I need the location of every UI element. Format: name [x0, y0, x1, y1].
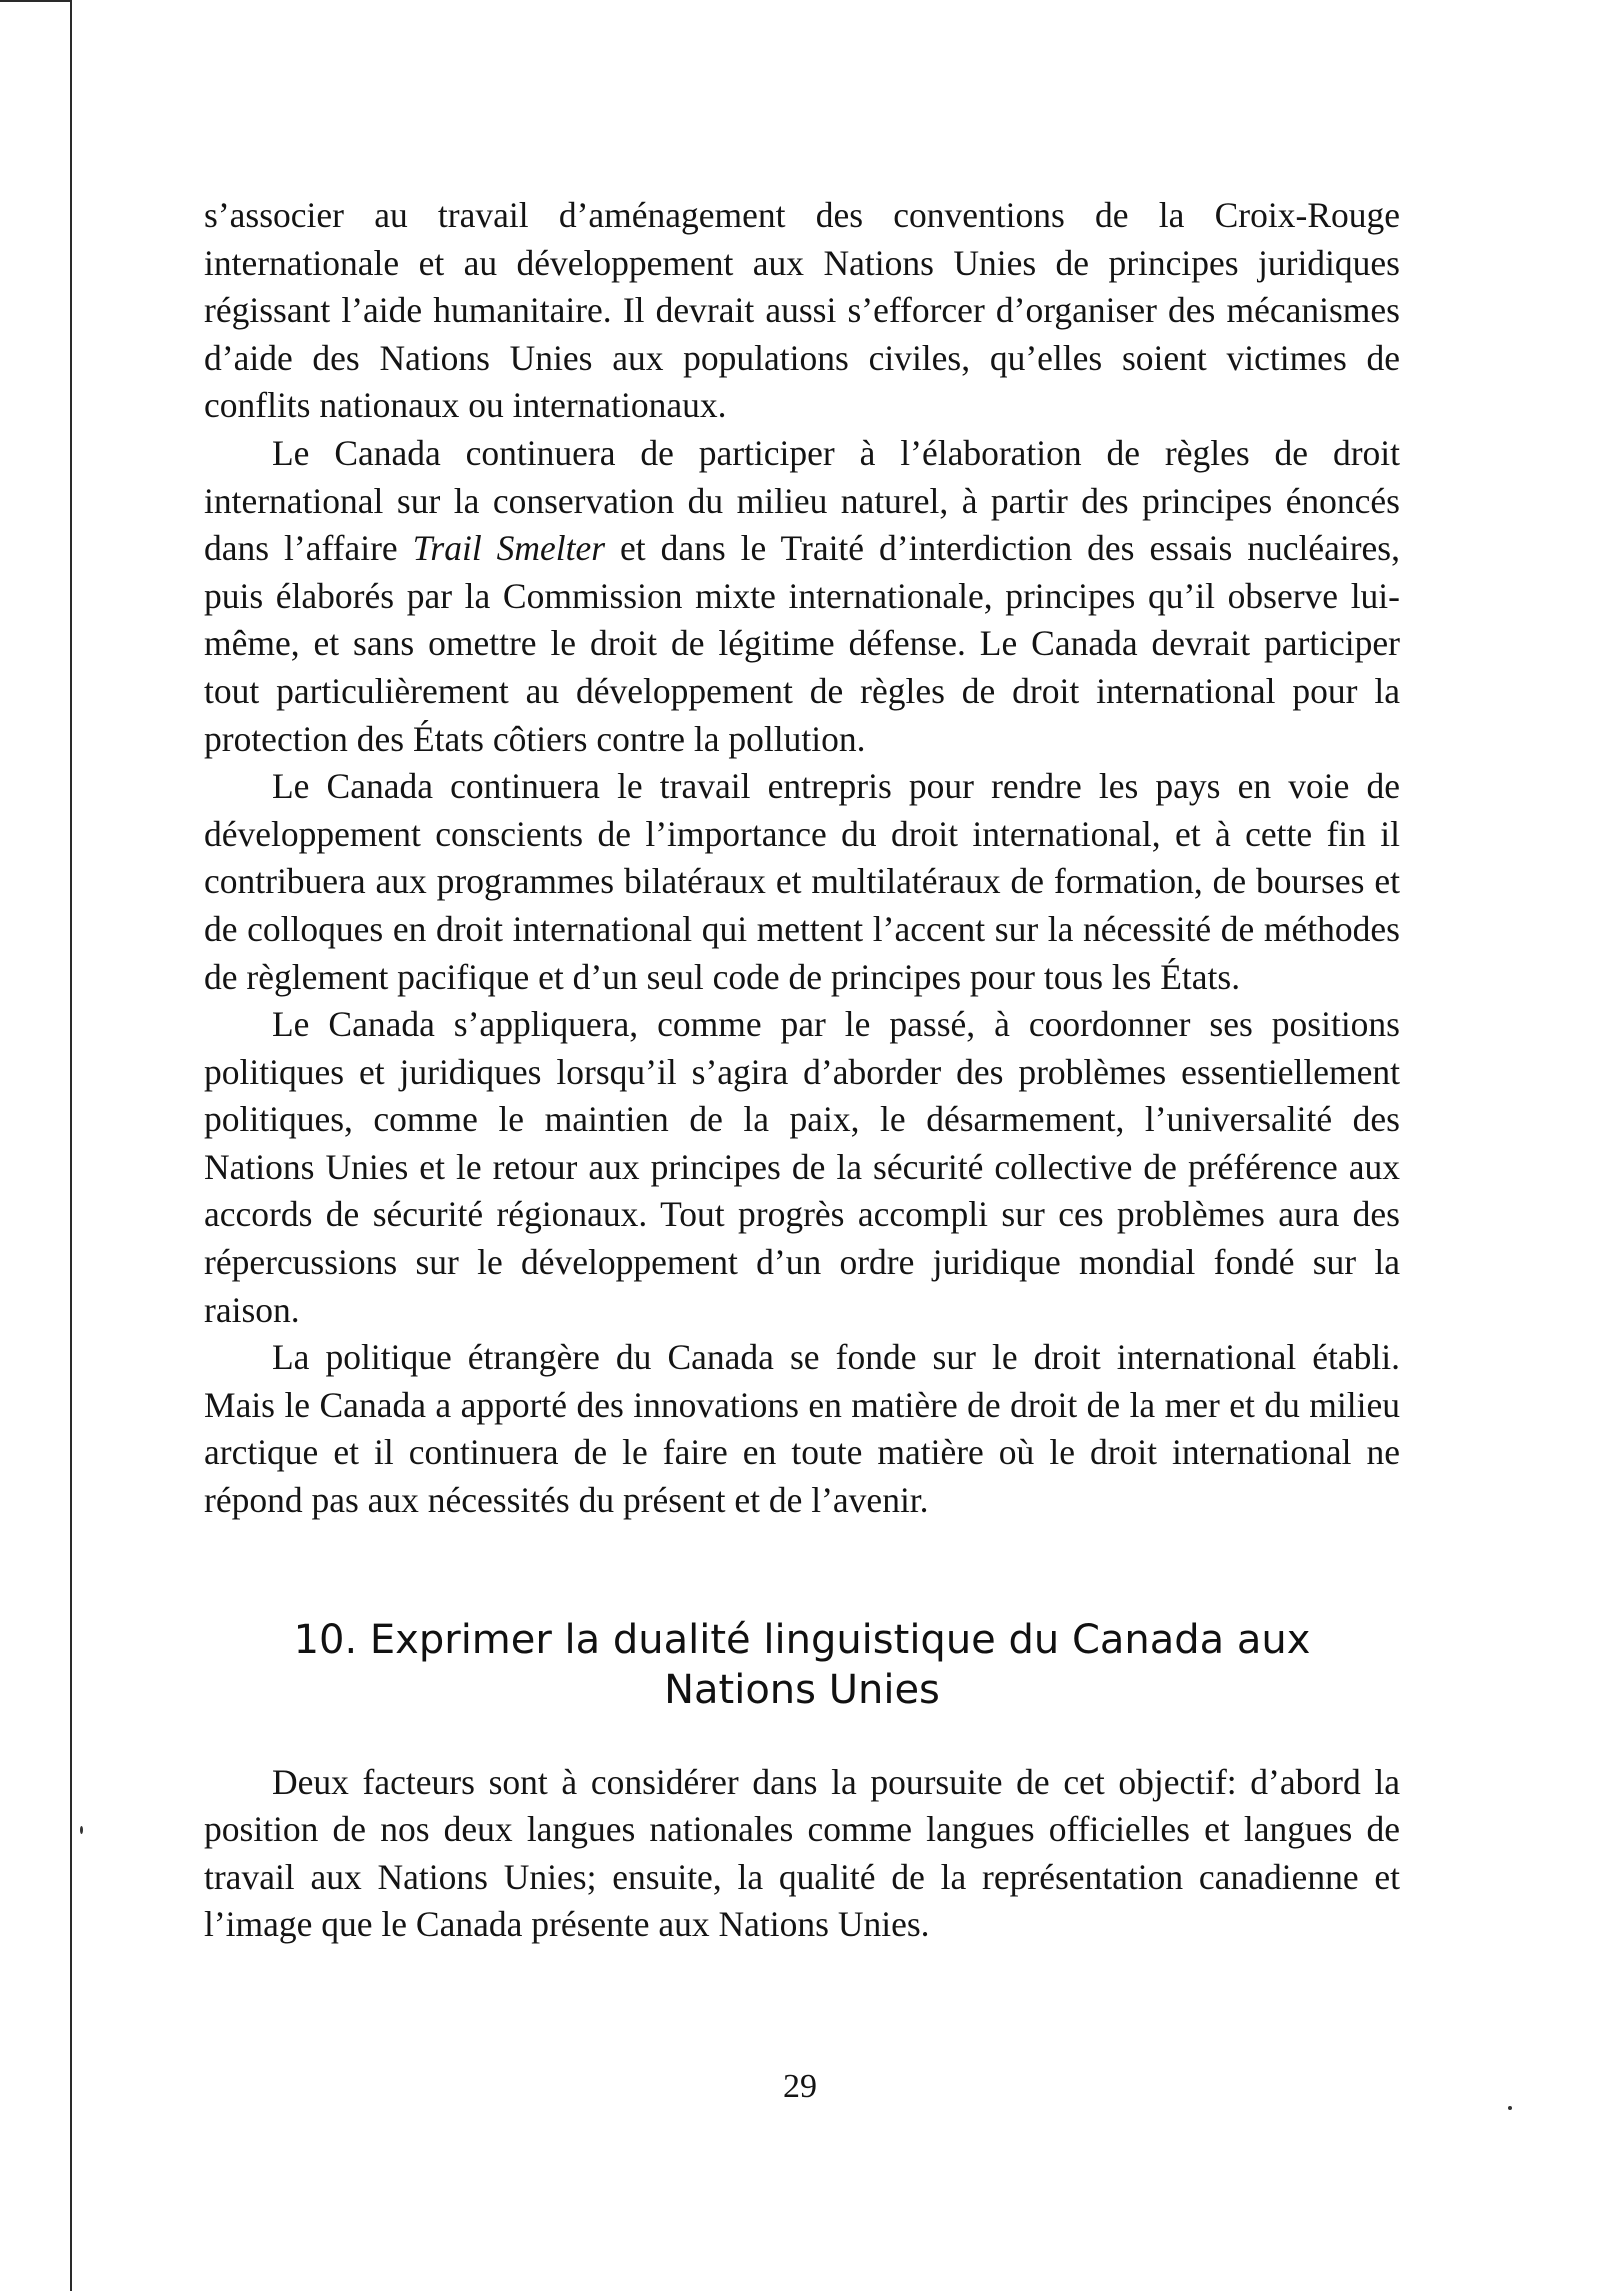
- paragraph-environment-text-end: et dans le Traité d’interdiction des essais nucléaires, puis élaborés par la Commission mixte internationale, principes qu’il observe lui-même, et sans omettre le droit de légitime défense. Le Canada devrait participer tout particulièrement au développement de règles de droit international pour la protection des États côtiers contre la pollution.: [204, 528, 1400, 759]
- scan-border-left: [70, 0, 72, 2291]
- paragraph-continuation: s’associer au travail d’aménagement des conventions de la Croix-Rouge internationale et au développement aux Nations Unies de principes juridiques régissant l’aide humanitaire. Il devrait aussi s’efforcer d’organiser des mécanismes d’aide des Nations Unies aux populations civiles, qu’elles soient victimes de conflits nationaux ou internationaux.: [204, 195, 1400, 426]
- scan-speck: [80, 1826, 83, 1834]
- paragraph-environment: [204, 430, 1400, 763]
- paragraph-linguistic-duality: Deux facteurs sont à considérer dans la poursuite de cet objectif: d’abord la position de nos deux langues nationales comme langues officielles et langues de travail aux Nations Unies; ensuite, la qualité de la représentation canadienne et l’image que le Canada présente aux Nations Unies.: [204, 1761, 1400, 1945]
- paragraph-political-coordination: Le Canada s’appliquera, comme par le passé, à coordonner ses positions politiques et juridiques lorsqu’il s’agira d’aborder des problèmes essentiellement politiques, comme le maintien de la paix, le désarmement, l’universalité des Nations Unies et le retour aux principes de la sécurité collective de préférence aux accords de sécurité régionaux. Tout progrès accompli sur ces problèmes aura des répercussions sur le développement d’un ordre juridique mondial fondé sur la raison.: [204, 1004, 1400, 1330]
- page-number: 29: [783, 2068, 817, 2105]
- paragraph-developing-countries: Le Canada continuera le travail entrepris pour rendre les pays en voie de développement conscients de l’importance du droit international, et à cette fin il contribuera aux programmes bilatéraux et multilatéraux de formation, de bourses et de colloques en droit international qui mettent l’accent sur la nécessité de méthodes de règlement pacifique et d’un seul code de principes pour tous les États.: [204, 766, 1400, 997]
- scan-border-top: [0, 0, 70, 2]
- paragraph-foreign-policy: La politique étrangère du Canada se fonde sur le droit international établi. Mais le Canada a apporté des innovations en matière de droit de la mer et du milieu arctique et il continuera de le faire en toute matière où le droit international ne répond pas aux nécessités du présent et de l’avenir.: [204, 1337, 1400, 1521]
- page-body: [204, 192, 1400, 1949]
- paragraph-environment-text-start: Le Canada continuera de participer à l’élaboration de règles de droit international sur la conservation du milieu naturel, à partir des principes énoncés dans l’affaire: [204, 432, 1400, 569]
- scan-speck: [1508, 2106, 1512, 2110]
- section-heading: 10. Exprimer la dualité linguistique du Canada aux Nations Unies: [293, 1616, 1311, 1713]
- case-name-italic: Trail Smelter: [412, 528, 606, 569]
